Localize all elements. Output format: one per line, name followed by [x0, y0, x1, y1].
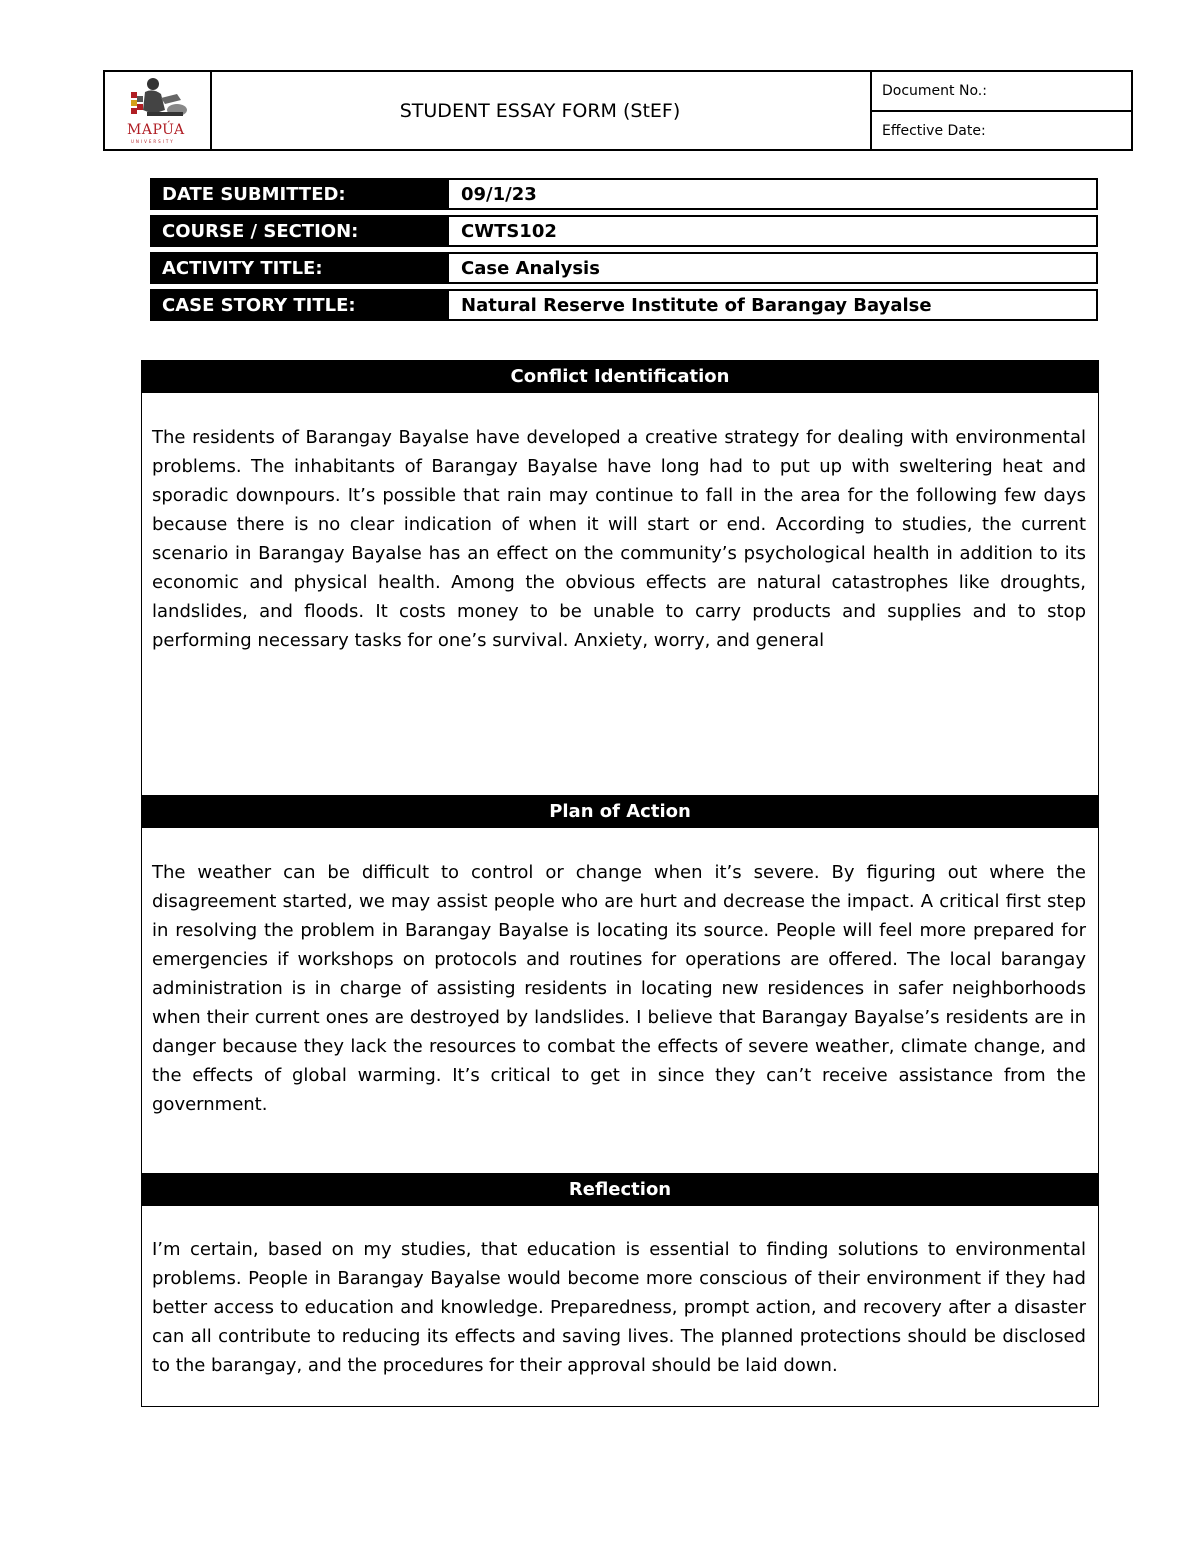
university-logo-icon	[123, 76, 193, 124]
logo-text: MAPÚA	[127, 122, 185, 138]
document-no-label: Document No.:	[872, 72, 1131, 112]
effective-date-label: Effective Date:	[882, 123, 986, 139]
section-heading-conflict: Conflict Identification	[141, 360, 1099, 393]
section-text-plan: The weather can be difficult to control or change when it’s severe. By figuring out where the disagreement started, we may assist people who are hurt and decrease the impact. A critical first step in resolving the problem in Barangay Bayalse is locating its source. People will feel more prepared for emergencies if workshops on protocols and routines for operations are offered. The local barangay administration is in charge of assisting residents in locating new residences in safer neighborhoods when their current ones are destroyed by landslides. I believe that Barangay Bayalse’s residents are in danger because they lack the resources to combat the effects of severe weather, climate change, and the effects of global warming. It’s critical to get in since they can’t receive assistance from the government.	[152, 862, 1086, 1115]
info-label: ACTIVITY TITLE:	[150, 252, 447, 284]
logo-subtext: UNIVERSITY	[131, 139, 175, 144]
form-title: STUDENT ESSAY FORM (StEF)	[210, 72, 872, 149]
info-value: 09/1/23	[447, 178, 1098, 210]
info-value: CWTS102	[447, 215, 1098, 247]
info-row-course	[150, 215, 1098, 247]
section-text-reflection: I’m certain, based on my studies, that education is essential to finding solutions to environmental problems. People in Barangay Bayalse would become more conscious of their environment if they had better access to education and knowledge. Preparedness, prompt action, and recovery after a disaster can all contribute to reducing its effects and saving lives. The planned protections should be disclosed to the barangay, and the procedures for their approval should be laid down.	[152, 1239, 1086, 1376]
info-row-case-story	[150, 289, 1098, 321]
info-row-date	[150, 178, 1098, 210]
info-label: DATE SUBMITTED:	[150, 178, 447, 210]
section-heading-reflection: Reflection	[141, 1173, 1099, 1206]
section-text-conflict: The residents of Barangay Bayalse have developed a creative strategy for dealing with environmental problems. The inhabitants of Barangay Bayalse have long had to put up with sweltering heat and sporadic downpours. It’s possible that rain may continue to fall in the area for the following few days because there is no clear indication of when it will start or end. According to studies, the current scenario in Barangay Bayalse has an effect on the community’s psychological health in addition to its economic and physical health. Among the obvious effects are natural catastrophes like droughts, landslides, and floods. It costs money to be unable to carry products and supplies and to stop performing necessary tasks for one’s survival. Anxiety, worry, and general	[152, 427, 1086, 651]
info-value: Case Analysis	[447, 252, 1098, 284]
info-row-activity	[150, 252, 1098, 284]
form-header	[103, 70, 1133, 151]
section-heading-plan: Plan of Action	[141, 795, 1099, 828]
info-label: COURSE / SECTION:	[150, 215, 447, 247]
document-meta	[872, 72, 1131, 149]
logo-cell	[105, 72, 212, 149]
info-label: CASE STORY TITLE:	[150, 289, 447, 321]
info-value: Natural Reserve Institute of Barangay Bayalse	[447, 289, 1098, 321]
